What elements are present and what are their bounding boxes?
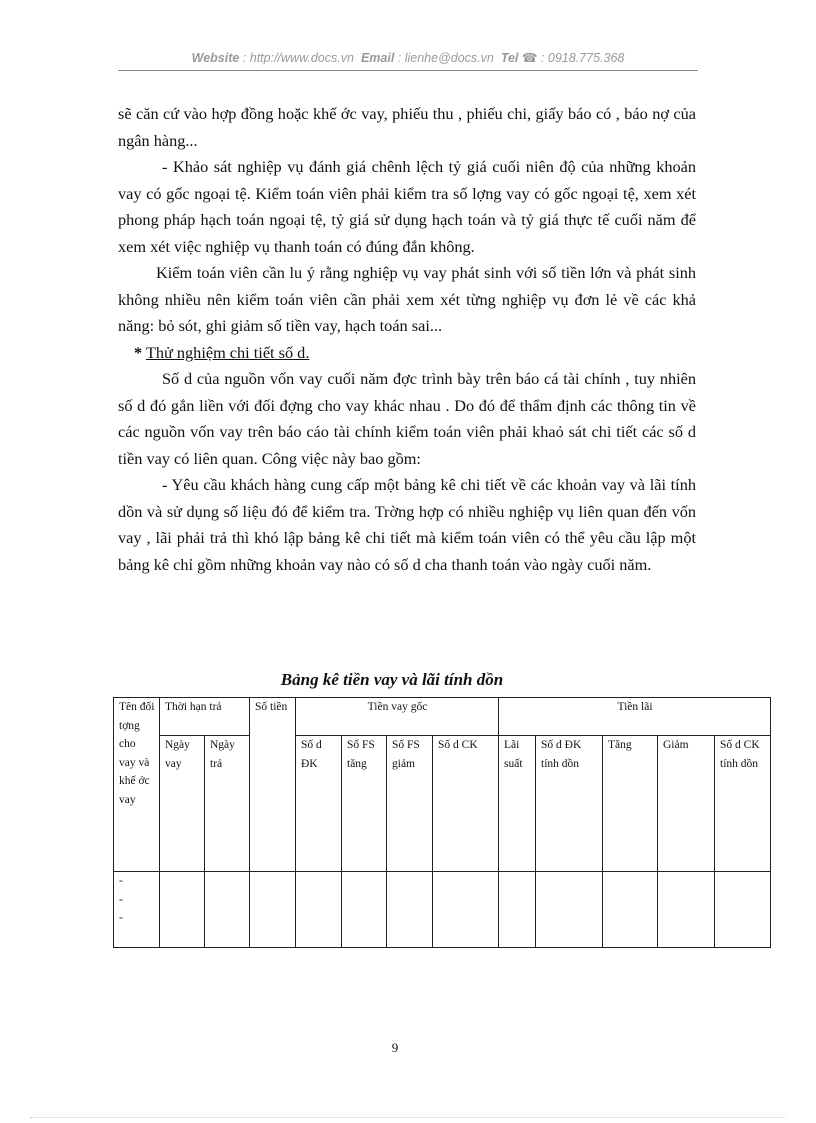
heading-text: Thử nghiệm chi tiết số d. <box>145 342 310 362</box>
table-cell <box>387 872 433 948</box>
table-title: Bảng kê tiền vay và lãi tính dồn <box>280 670 504 689</box>
col-header-due-date: Ngày trả <box>205 736 250 872</box>
email-value: : lienhe@docs.vn <box>397 51 494 65</box>
table-cell <box>250 872 296 948</box>
row-marker: - <box>119 912 123 924</box>
page-header <box>118 50 698 65</box>
table-cell <box>499 872 536 948</box>
table-cell <box>160 872 205 948</box>
page-number: 9 <box>391 1040 399 1055</box>
table-cell <box>715 872 771 948</box>
row-marker: - <box>119 875 123 887</box>
paragraph: Số d của nguồn vốn vay cuối năm đợc trình bày trên báo cá tài chính , tuy nhiên số d đó gắn liền với đối đợng cho vay khác nhau . Do đó để thẩm định các thông tin về các nguồn vốn vay trên báo cáo tài chính kiểm toán viên phải khaỏ sát chi tiết các số d tiền vay có liên quan. Công việc này bao gồm: <box>118 369 696 468</box>
col-header-interest: Tiền lãi <box>499 698 771 736</box>
col-header-interest-increase: Tăng <box>603 736 658 872</box>
col-header-decrease: Số FS giảm <box>387 736 433 872</box>
header-divider <box>118 70 698 71</box>
col-header-principal: Tiền vay gốc <box>296 698 499 736</box>
col-header-term: Thời hạn trả <box>160 698 250 736</box>
row-marker: - <box>119 893 123 906</box>
col-header-amount: Số tiền <box>250 698 296 872</box>
table-cell <box>536 872 603 948</box>
table-cell <box>296 872 342 948</box>
loan-interest-table <box>113 697 771 948</box>
email-label: Email <box>360 51 395 65</box>
col-header-increase: Số FS tăng <box>342 736 387 872</box>
col-header-interest-decrease: Giảm <box>658 736 715 872</box>
table-cell <box>342 872 387 948</box>
paragraph: sẽ căn cứ vào hợp đồng hoặc khế ớc vay, phiếu thu , phiếu chi, giấy báo có , báo nợ của ngân hàng... <box>118 104 696 150</box>
col-header-closing-balance: Số d CK <box>433 736 499 872</box>
row-markers <box>114 872 160 948</box>
table-cell <box>205 872 250 948</box>
paragraph: - Khảo sát nghiệp vụ đánh giá chênh lệch tỷ giá cuối niên độ của những khoản vay có gốc ngoại tệ. Kiểm toán viên phải kiểm tra số lợng vay có gốc ngoại tệ, xem xét phong pháp hạch toán ngoại tệ, tỷ giá sử dụng hạch toán và tỷ giá thực tế cuối năm để xem xét việc nghiệp vụ thanh toán có đúng đắn không. <box>118 157 696 256</box>
heading-bullet: * <box>134 342 143 362</box>
table-row <box>114 872 771 948</box>
footer-divider <box>30 1117 786 1118</box>
table-cell <box>603 872 658 948</box>
table-cell <box>433 872 499 948</box>
col-header-loan-date: Ngày vay <box>160 736 205 872</box>
website-label: Website <box>191 51 240 65</box>
document-body <box>118 101 696 578</box>
col-header-opening-accrued: Số d ĐK tính dồn <box>536 736 603 872</box>
website-value: : http://www.docs.vn <box>242 51 354 65</box>
col-header-borrower: Tên đối tợng cho vay và khế ớc vay <box>114 698 160 872</box>
col-header-interest-rate: Lãi suất <box>499 736 536 872</box>
col-header-closing-accrued: Số d CK tính dồn <box>715 736 771 872</box>
tel-label: Tel <box>500 51 519 65</box>
table-cell <box>658 872 715 948</box>
paragraph: Kiểm toán viên cần lu ý rằng nghiệp vụ vay phát sinh với số tiền lớn và phát sinh không nhiều nên kiểm toán viên cần phải xem xét từng nghiệp vụ đơn lẻ về các khả năng: bỏ sót, ghi giảm số tiền vay, hạch toán sai... <box>118 263 696 335</box>
paragraph: - Yêu cầu khách hàng cung cấp một bảng kê chi tiết về các khoản vay và lãi tính dồn và sử dụng số liệu đó để kiểm tra. Trờng hợp có nhiều nghiệp vụ liên quan đến vốn vay , lãi phải trả thì khó lập bảng kê chi tiết mà kiểm toán viên có thể yêu cầu lập một bảng kê chỉ gồm những khoản vay nào có số d cha thanh toán vào ngày cuối năm. <box>118 475 696 574</box>
col-header-opening-balance: Số d ĐK <box>296 736 342 872</box>
section-heading <box>118 340 696 367</box>
tel-value: ☎ : 0918.775.368 <box>521 51 625 65</box>
